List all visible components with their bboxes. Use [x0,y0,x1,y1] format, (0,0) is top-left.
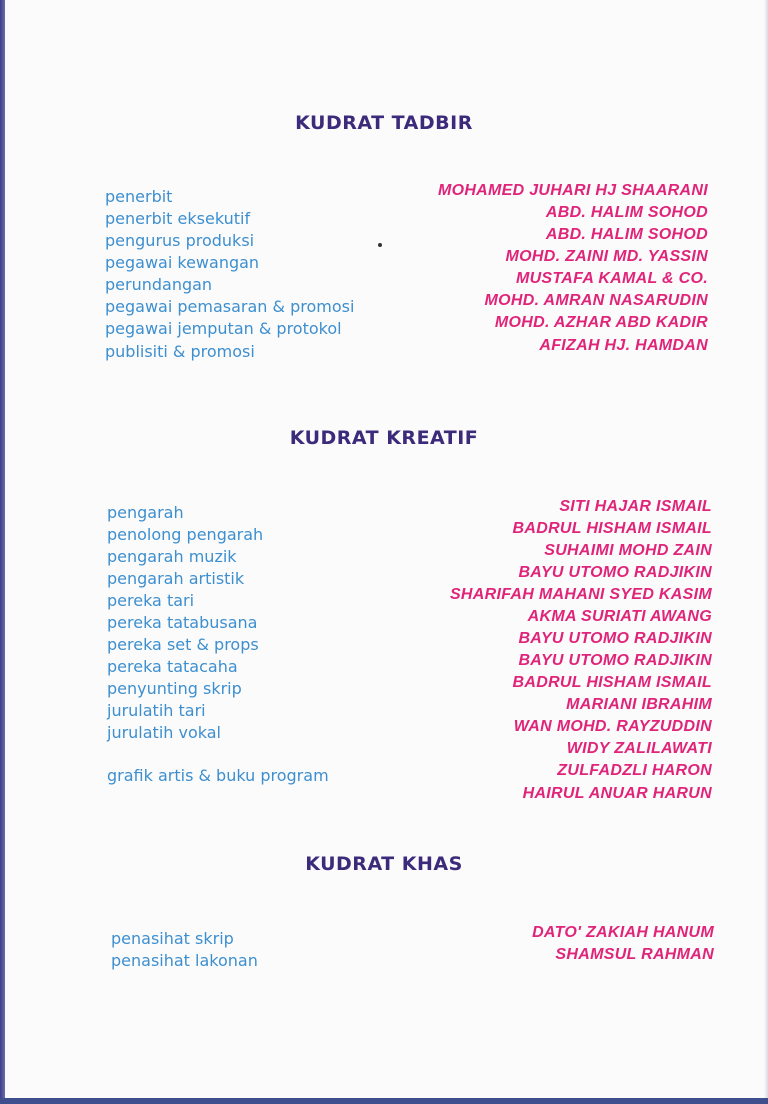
credit-name: ABD. HALIM SOHOD [545,226,708,243]
credit-role: pegawai jemputan & protokol [105,319,342,338]
section-heading-kudrat-kreatif: KUDRAT KREATIF [289,427,479,449]
credit-role: penerbit [105,187,173,206]
credit-role: pereka tari [107,591,195,610]
credit-name: MOHD. AMRAN NASARUDIN [484,292,708,309]
credit-role: perundangan [105,275,213,294]
credit-role: penolong pengarah [107,525,264,544]
credit-name: SHAMSUL RAHMAN [555,946,714,963]
credit-name: MOHD. ZAINI MD. YASSIN [505,248,708,265]
credit-name: MOHD. AZHAR ABD KADIR [494,314,708,331]
credit-role: penerbit eksekutif [105,209,251,228]
page-edge-bottom [0,1098,768,1104]
credit-role: pengurus produksi [105,231,255,250]
credit-role: pengarah artistik [107,569,245,588]
section-heading-kudrat-khas: KUDRAT KHAS [305,853,463,875]
credit-name: ABD. HALIM SOHOD [545,204,708,221]
credit-role: pegawai kewangan [105,253,260,272]
credit-name: AKMA SURIATI AWANG [527,608,712,625]
credit-role: penyunting skrip [107,679,242,698]
credit-name: MOHAMED JUHARI HJ SHAARANI [437,182,708,199]
credit-name: BAYU UTOMO RADJIKIN [518,630,712,647]
credit-role: jurulatih vokal [107,723,221,742]
page-edge-right [764,0,768,1104]
credit-name: MARIANI IBRAHIM [566,696,712,713]
credit-name: BAYU UTOMO RADJIKIN [518,652,712,669]
credit-name: WAN MOHD. RAYZUDDIN [513,718,712,735]
credit-name: BADRUL HISHAM ISMAIL [512,520,712,537]
credit-role: pereka set & props [107,635,259,654]
page-edge-left [0,0,5,1104]
credit-name: SHARIFAH MAHANI SYED KASIM [449,586,712,603]
credit-role: pegawai pemasaran & promosi [105,297,355,316]
credit-name: HAIRUL ANUAR HARUN [522,785,712,802]
credit-name: MUSTAFA KAMAL & CO. [515,270,708,287]
credit-name: SUHAIMI MOHD ZAIN [544,542,712,559]
section-heading-kudrat-tadbir: KUDRAT TADBIR [295,112,473,134]
credit-role: pengarah muzik [107,547,237,566]
credit-role: jurulatih tari [107,701,206,720]
credit-role: pereka tatacaha [107,657,238,676]
credit-name: BADRUL HISHAM ISMAIL [512,674,712,691]
ink-speck [378,243,382,247]
credit-role: penasihat skrip [111,929,234,948]
credit-role: penasihat lakonan [111,951,258,970]
credit-name: BAYU UTOMO RADJIKIN [518,564,712,581]
credit-role: pereka tatabusana [107,613,258,632]
credit-name: ZULFADZLI HARON [557,762,712,779]
credit-name: WIDY ZALILAWATI [566,740,712,757]
credit-name: DATO' ZAKIAH HANUM [532,924,714,941]
credit-name: SITI HAJAR ISMAIL [559,498,712,515]
credit-role: publisiti & promosi [105,342,255,361]
credit-role: grafik artis & buku program [107,766,329,785]
credit-name: AFIZAH HJ. HAMDAN [539,337,708,354]
credit-role: pengarah [107,503,184,522]
